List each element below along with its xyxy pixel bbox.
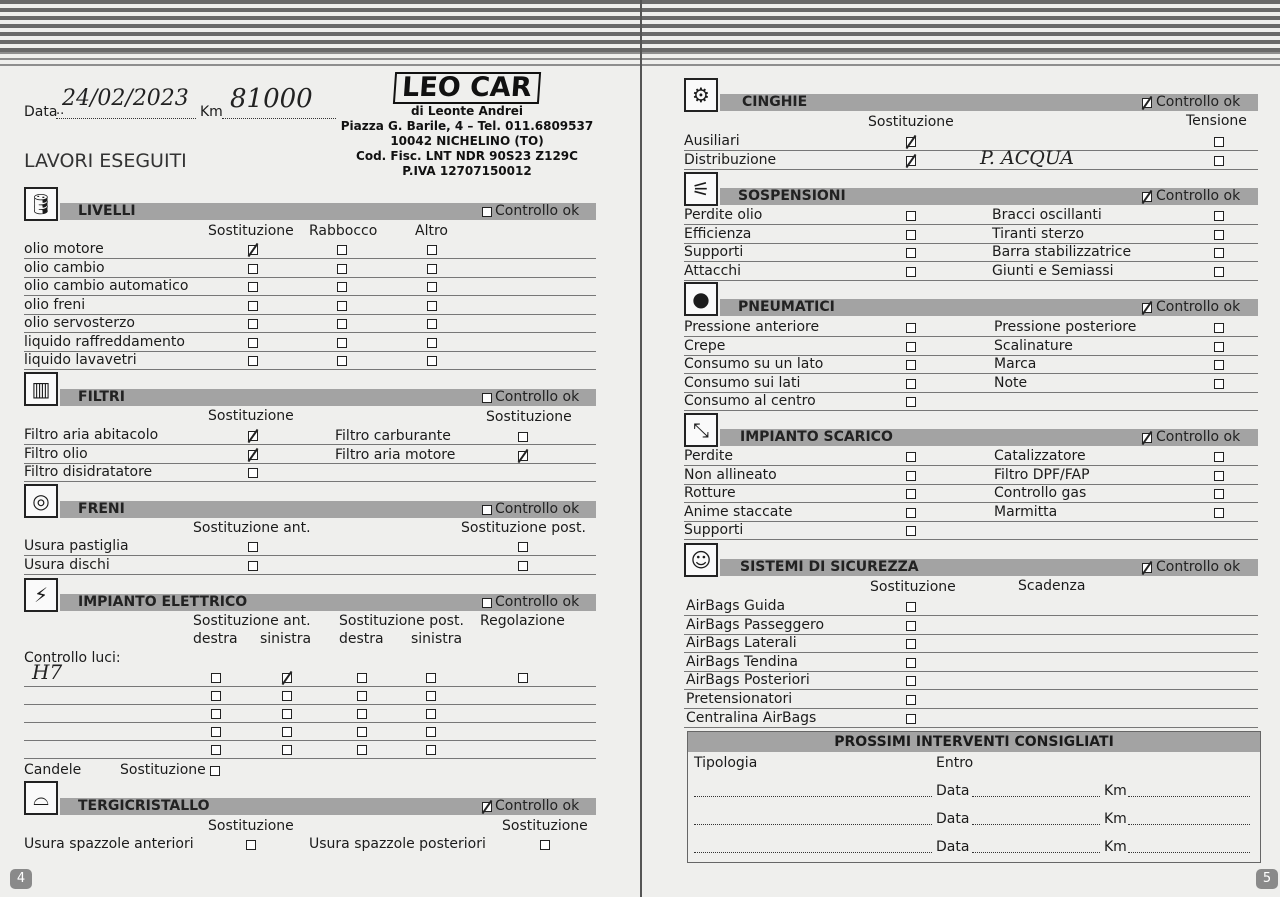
scarico-right-row-label: Marmitta [994,503,1058,520]
freni-control-label: Controllo ok [495,501,580,517]
livelli-col-rabb: Rabbocco [309,223,378,239]
scarico-left-checkbox[interactable] [906,489,916,499]
sosp-left-row-label: Perdite olio [684,207,763,223]
sicurezza-control-checkbox[interactable] [1142,563,1152,573]
pneu-left-row-label: Crepe [684,337,726,354]
row-rule [24,555,596,556]
pneu-left-checkbox[interactable] [906,323,916,333]
luci-checkbox[interactable] [282,727,292,737]
oil-can-icon: 🛢 [24,187,58,221]
sosp-left-row-label: Attacchi [684,262,742,279]
sicurezza-col-scad: Scadenza [1018,578,1086,594]
data-field[interactable] [972,824,1100,825]
luci-checkbox[interactable] [211,709,221,719]
luci-checkbox[interactable] [211,691,221,701]
stamp-address: Piazza G. Barile, 4 – Tel. 011.6809537 [340,119,594,133]
tergi-post-checkbox[interactable] [540,840,550,850]
row-rule [24,686,596,687]
livelli-col-altro: Altro [415,223,448,239]
pneu-left-checkbox[interactable] [906,342,916,352]
pneu-right-checkbox[interactable] [1214,323,1224,333]
livelli-row-label: olio cambio automatico [24,278,189,294]
filtri-control-label: Controllo ok [495,389,580,405]
livelli-altro-checkbox[interactable] [427,338,437,348]
row-rule [684,169,1258,170]
plan-data-label: Data [936,811,970,827]
sicurezza-row-label: AirBags Passeggero [686,616,825,633]
cinghie-col-sost: Sostituzione [868,114,954,130]
luci-checkbox[interactable] [211,727,221,737]
luci-checkbox[interactable] [211,745,221,755]
luci-checkbox[interactable] [426,673,436,683]
sicurezza-col-sost: Sostituzione [870,579,956,595]
sosp-right-checkbox[interactable] [1214,248,1224,258]
sicurezza-row-label: Centralina AirBags [686,709,817,726]
freni-post-checkbox[interactable] [518,542,528,552]
livelli-altro-checkbox[interactable] [427,319,437,329]
date-value[interactable]: 24/02/2023 [62,86,189,111]
cinghie-note[interactable]: P. ACQUA [980,147,1074,169]
livelli-row-label: liquido raffreddamento [24,333,185,350]
plan-data-label: Data [936,783,970,799]
freni-ant-checkbox[interactable] [248,542,258,552]
km-field[interactable] [1128,824,1250,825]
luci-checkbox[interactable] [357,691,367,701]
livelli-sost-checkbox[interactable] [248,264,258,274]
candele-label: Candele [24,762,82,778]
livelli-altro-checkbox[interactable] [427,264,437,274]
elettrico-ant-sinistra: sinistra [260,631,312,647]
page-number-right: 5 [1256,869,1278,889]
km-field[interactable] [1128,796,1250,797]
sicurezza-title: SISTEMI DI SICUREZZA [740,559,919,575]
filtri-title: FILTRI [78,389,125,405]
luci-checkbox[interactable] [282,709,292,719]
scarico-left-checkbox[interactable] [906,452,916,462]
exhaust-icon: ⤡ [684,413,718,447]
sicurezza-sost-checkbox[interactable] [906,602,916,612]
livelli-col-sost: Sostituzione [208,223,294,239]
scarico-right-row-label: Controllo gas [994,485,1087,502]
sicurezza-control-label: Controllo ok [1156,559,1241,575]
row-rule [684,336,1258,337]
scarico-left-row-label: Anime staccate [684,503,793,520]
sosp-left-row-label: Supporti [684,244,744,261]
sicurezza-sost-checkbox[interactable] [906,695,916,705]
pneu-right-row-label: Scalinature [994,337,1073,354]
livelli-sost-checkbox[interactable] [248,282,258,292]
next-interventions-box [687,731,1261,863]
freni-row-label: Usura dischi [24,556,110,573]
pneu-left-checkbox[interactable] [906,360,916,370]
left-page: Data .. 24/02/2023 Km 81000 LEO CAR di Leonte Andrei Piazza G. Barile, 4 – Tel. 011.6809537 10042 NICHELINO (TO) Cod. Fisc. LNT NDR 90S23 Z129C P.IVA 12707150012 LAVORI ESEGUITI 🛢 LIVELLI Controllo ok Sostituzione Rabbocco Altro olio motore olio cambio olio cambio automatico olio freni olio servosterzo liquido raffreddamento liquido lavavetri ▥ FILTRI Controllo ok Sostituzione Sostituzione Filtro aria abitacolo Filtro olio Filtro disidratatore Filtro carburante Filtro aria motore ◎ FRENI Controllo ok Sostituzione ant. Sostituzione post. Usura pastiglia Usura dischi ⚡ IMPIANTO ELETTRICO Controllo ok Sostituzione ant. Sostituzione post. Regolazione destra sinistra destra sinistra Controllo luci: H7 Candele Sostituzione ⌓ TERGICRISTALLO Controllo ok Sostituzione Sostituzione Usura spazzole anteriori Usura spazzole posteriori 4 [0,0,640,897]
tergi-col-left: Sostituzione [208,818,294,834]
filtri-left-checkbox[interactable] [248,468,258,478]
row-rule [24,574,596,575]
sospensioni-title: SOSPENSIONI [738,188,846,204]
luci-checkbox[interactable] [282,673,292,683]
row-rule [684,410,1258,411]
row-rule [684,261,1258,262]
date-label: Data [24,104,58,120]
sosp-right-row-label: Tiranti sterzo [992,225,1085,242]
luci-label: Controllo luci: [24,650,121,666]
filtri-right-checkbox[interactable] [518,432,528,442]
scarico-right-checkbox[interactable] [1214,489,1224,499]
freni-col-ant: Sostituzione ant. [193,520,311,536]
date-field-line [56,118,196,119]
livelli-rabb-checkbox[interactable] [337,356,347,366]
livelli-rabb-checkbox[interactable] [337,282,347,292]
row-rule [24,722,596,723]
scarico-right-checkbox[interactable] [1214,508,1224,518]
filtri-left-checkbox[interactable] [248,431,258,441]
pneu-left-row-label: Consumo su un lato [684,356,824,373]
freni-post-checkbox[interactable] [518,561,528,571]
freni-row-label: Usura pastiglia [24,538,129,554]
pneu-left-row-label: Pressione anteriore [684,319,820,335]
filtri-right-checkbox[interactable] [518,451,528,461]
sosp-left-checkbox[interactable] [906,267,916,277]
tipologia-field[interactable] [694,852,932,853]
luci-checkbox[interactable] [426,709,436,719]
elettrico-post-sinistra: sinistra [411,631,463,647]
km-field-line [222,118,336,119]
sicurezza-sost-checkbox[interactable] [906,658,916,668]
stamp-owner: di Leonte Andrei [410,104,524,118]
top-stripes-right [642,0,1280,66]
livelli-rabb-checkbox[interactable] [337,264,347,274]
filtri-col-right: Sostituzione [486,409,572,425]
elettrico-title: IMPIANTO ELETTRICO [78,594,248,610]
tergi-col-right: Sostituzione [502,818,588,834]
row-rule [684,280,1258,281]
sospensioni-control-label: Controllo ok [1156,188,1241,204]
plan-data-label: Data [936,839,970,855]
tergi-control-label: Controllo ok [495,798,580,814]
filter-icon: ▥ [24,372,58,406]
row-rule [24,758,596,759]
livelli-row-label: liquido lavavetri [24,352,137,368]
stamp-logo: LEO CAR [393,72,541,104]
livelli-control-label: Controllo ok [495,203,580,219]
candele-col: Sostituzione [120,762,206,778]
row-rule [684,224,1258,225]
scarico-control-checkbox[interactable] [1142,433,1152,443]
tergi-row-post: Usura spazzole posteriori [309,836,486,852]
sicurezza-row-label: AirBags Posteriori [686,672,810,689]
filtri-right-row-label: Filtro carburante [335,428,451,444]
tergi-control-checkbox[interactable] [482,802,492,812]
entro-label: Entro [936,755,974,771]
luci-checkbox[interactable] [357,727,367,737]
page-number-left: 4 [10,869,32,889]
row-rule [684,484,1258,485]
livelli-sost-checkbox[interactable] [248,245,258,255]
cinghie-tens-checkbox[interactable] [1214,156,1224,166]
plan-km-label: Km [1104,839,1127,855]
pneu-right-checkbox[interactable] [1214,360,1224,370]
brake-disc-icon: ◎ [24,484,58,518]
elettrico-post-destra: destra [339,631,384,647]
top-stripes [0,0,640,66]
scarico-right-row-label: Catalizzatore [994,448,1086,464]
pneu-left-row-label: Consumo sui lati [684,374,801,391]
row-rule [24,740,596,741]
luci-checkbox[interactable] [282,745,292,755]
livelli-title: LIVELLI [78,203,136,219]
sicurezza-row-label: AirBags Tendina [686,653,798,670]
livelli-row-label: olio cambio [24,259,105,276]
scarico-left-row-label: Rotture [684,485,736,502]
pneumatici-control-checkbox[interactable] [1142,303,1152,313]
pneu-right-checkbox[interactable] [1214,379,1224,389]
stamp-vat: P.IVA 12707150012 [402,164,532,178]
filtri-left-row-label: Filtro aria abitacolo [24,427,159,443]
sosp-right-row-label: Barra stabilizzatrice [992,244,1132,261]
luci-value[interactable]: H7 [32,660,63,684]
scarico-left-checkbox[interactable] [906,508,916,518]
sosp-right-checkbox[interactable] [1214,267,1224,277]
sicurezza-sost-checkbox[interactable] [906,639,916,649]
livelli-sost-checkbox[interactable] [248,356,258,366]
sosp-left-checkbox[interactable] [906,230,916,240]
luci-checkbox[interactable] [357,673,367,683]
km-value[interactable]: 81000 [230,84,313,114]
scarico-right-row-label: Filtro DPF/FAP [994,466,1090,483]
pneu-right-row-label: Note [994,374,1028,391]
sospensioni-control-checkbox[interactable] [1142,192,1152,202]
livelli-row-label: olio freni [24,296,86,313]
pneu-left-row-label: Consumo al centro [684,393,816,410]
sicurezza-row-label: Pretensionatori [686,691,793,707]
sosp-left-checkbox[interactable] [906,211,916,221]
cinghie-row-label: Ausiliari [684,133,740,149]
luci-checkbox[interactable] [426,745,436,755]
data-field[interactable] [972,852,1100,853]
filtri-left-row-label: Filtro olio [24,445,88,462]
filtri-right-row-label: Filtro aria motore [335,446,456,463]
cinghie-tens-checkbox[interactable] [1214,137,1224,147]
km-field[interactable] [1128,852,1250,853]
cinghie-title: CINGHIE [742,94,808,110]
stamp-city: 10042 NICHELINO (TO) [390,134,544,148]
scarico-left-row-label: Non allineato [684,466,777,483]
pneu-left-checkbox[interactable] [906,397,916,407]
scarico-left-checkbox[interactable] [906,471,916,481]
livelli-altro-checkbox[interactable] [427,356,437,366]
livelli-sost-checkbox[interactable] [248,301,258,311]
elettrico-ant-destra: destra [193,631,238,647]
sicurezza-sost-checkbox[interactable] [906,621,916,631]
elettrico-col-ant: Sostituzione ant. [193,613,311,629]
elettrico-col-post: Sostituzione post. [339,613,464,629]
airbag-icon: ☺ [684,543,718,577]
next-interventions-title: PROSSIMI INTERVENTI CONSIGLIATI [688,732,1260,752]
cinghie-control-checkbox[interactable] [1142,98,1152,108]
row-rule [684,243,1258,244]
luci-checkbox[interactable] [357,745,367,755]
row-rule [24,704,596,705]
luci-checkbox[interactable] [518,673,528,683]
elettrico-control-label: Controllo ok [495,594,580,610]
row-rule [24,295,596,296]
shock-absorber-icon: ⚟ [684,172,718,206]
sosp-left-checkbox[interactable] [906,248,916,258]
row-rule [684,727,1258,728]
plan-km-label: Km [1104,811,1127,827]
sosp-right-checkbox[interactable] [1214,211,1224,221]
freni-title: FRENI [78,501,125,517]
tergi-row-ant: Usura spazzole anteriori [24,836,194,852]
scarico-left-row-label: Supporti [684,522,744,539]
scarico-control-label: Controllo ok [1156,429,1241,445]
tipologia-field[interactable] [694,796,932,797]
livelli-sost-checkbox[interactable] [248,319,258,329]
sicurezza-row-label: AirBags Laterali [686,635,797,652]
row-rule [24,481,596,482]
freni-control-checkbox[interactable] [482,505,492,515]
cinghie-row-label: Distribuzione [684,151,777,168]
pneumatici-control-label: Controllo ok [1156,299,1241,315]
filtri-left-row-label: Filtro disidratatore [24,464,153,480]
livelli-rabb-checkbox[interactable] [337,301,347,311]
luci-checkbox[interactable] [282,691,292,701]
row-rule [684,521,1258,522]
livelli-sost-checkbox[interactable] [248,338,258,348]
row-rule [24,444,596,445]
pneu-left-checkbox[interactable] [906,379,916,389]
sicurezza-sost-checkbox[interactable] [906,676,916,686]
wiper-icon: ⌓ [24,781,58,815]
tergi-ant-checkbox[interactable] [246,840,256,850]
tergi-title: TERGICRISTALLO [78,798,210,814]
sosp-right-checkbox[interactable] [1214,230,1224,240]
belt-icon: ⚙ [684,78,718,112]
cinghie-sost-checkbox[interactable] [906,156,916,166]
filtri-control-checkbox[interactable] [482,393,492,403]
cinghie-control-label: Controllo ok [1156,94,1241,110]
luci-checkbox[interactable] [426,691,436,701]
sosp-right-row-label: Bracci oscillanti [992,207,1102,223]
livelli-row-label: olio motore [24,241,104,257]
livelli-rabb-checkbox[interactable] [337,319,347,329]
scarico-right-checkbox[interactable] [1214,452,1224,462]
sosp-left-row-label: Efficienza [684,225,752,242]
stamp-fiscal: Cod. Fisc. LNT NDR 90S23 Z129C [356,149,578,163]
livelli-altro-checkbox[interactable] [427,282,437,292]
row-rule [684,539,1258,540]
elettrico-col-reg: Regolazione [480,613,565,629]
pneu-right-row-label: Pressione posteriore [994,319,1137,335]
pneumatici-title: PNEUMATICI [738,299,835,315]
livelli-rabb-checkbox[interactable] [337,338,347,348]
scarico-title: IMPIANTO SCARICO [740,429,893,445]
elettrico-control-checkbox[interactable] [482,598,492,608]
tire-icon: ● [684,282,718,316]
cinghie-col-tens: Tensione [1186,113,1247,129]
spark-plug-icon: ⚡ [24,578,58,612]
freni-col-post: Sostituzione post. [461,520,586,536]
row-rule [24,369,596,370]
livelli-altro-checkbox[interactable] [427,301,437,311]
plan-km-label: Km [1104,783,1127,799]
luci-checkbox[interactable] [426,727,436,737]
livelli-row-label: olio servosterzo [24,315,135,331]
scarico-left-checkbox[interactable] [906,526,916,536]
luci-checkbox[interactable] [211,673,221,683]
livelli-control-checkbox[interactable] [482,207,492,217]
filtri-col-left: Sostituzione [208,408,294,424]
tipologia-label: Tipologia [694,755,758,771]
row-rule [24,258,596,259]
cinghie-sost-checkbox[interactable] [906,137,916,147]
sicurezza-sost-checkbox[interactable] [906,714,916,724]
pneu-right-row-label: Marca [994,356,1037,373]
livelli-altro-checkbox[interactable] [427,245,437,255]
page-title: LAVORI ESEGUITI [24,150,187,172]
luci-checkbox[interactable] [357,709,367,719]
filtri-left-checkbox[interactable] [248,450,258,460]
workshop-stamp [336,72,598,179]
sosp-right-row-label: Giunti e Semiassi [992,262,1114,279]
km-label: Km [200,104,223,120]
livelli-rabb-checkbox[interactable] [337,245,347,255]
scarico-left-row-label: Perdite [684,448,733,464]
data-field[interactable] [972,796,1100,797]
scarico-right-checkbox[interactable] [1214,471,1224,481]
tipologia-field[interactable] [694,824,932,825]
sicurezza-row-label: AirBags Guida [686,598,786,614]
freni-ant-checkbox[interactable] [248,561,258,571]
pneu-right-checkbox[interactable] [1214,342,1224,352]
candele-checkbox[interactable] [210,766,220,776]
